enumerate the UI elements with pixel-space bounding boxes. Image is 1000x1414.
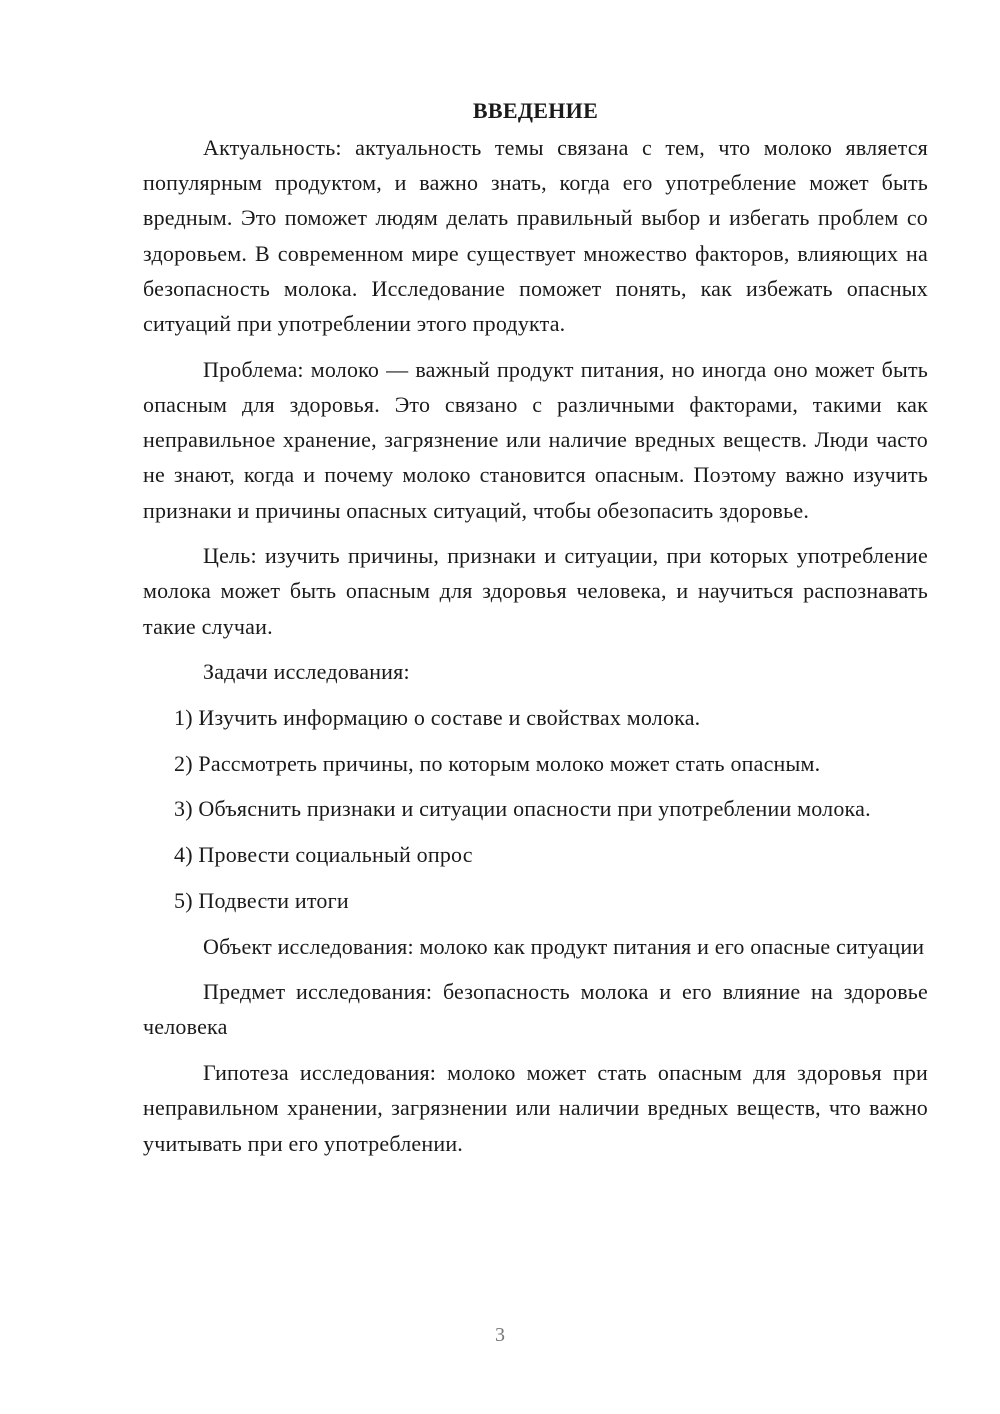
paragraph-subject: Предмет исследования: безопасность молока и его влияние на здоровье человека bbox=[143, 979, 928, 1040]
paragraph-problem: Проблема: молоко — важный продукт питания, но иногда оно может быть опасным для здоровья. Это связано с различными факторами, такими как неправильное хранение, загрязнение или наличие вредных веществ. Люди часто не знают, когда и почему молоко становится опасным. Поэтому важно изучить признаки и причины опасных ситуаций, чтобы обезопасить здоровье. bbox=[143, 356, 928, 523]
task-item-4: 4) Провести социальный опрос bbox=[174, 842, 473, 868]
task-item-3: 3) Объяснить признаки и ситуации опасности при употреблении молока. bbox=[174, 796, 871, 822]
task-item-5: 5) Подвести итоги bbox=[174, 887, 349, 913]
paragraph-relevance: Актуальность: актуальность темы связана с тем, что молоко является популярным продуктом, и важно знать, когда его употребление может быть вредным. Это поможет людям делать правильный выбор и избегать проблем со здоровьем. В современном мире существует множество факторов, влияющих на безопасность молока. Исследование поможет понять, как избежать опасных ситуаций при употреблении этого продукта. bbox=[143, 135, 928, 337]
page-content bbox=[143, 96, 928, 1171]
paragraph-object: Объект исследования: молоко как продукт питания и его опасные ситуации bbox=[203, 933, 925, 959]
paragraph-hypothesis: Гипотеза исследования: молоко может стать опасным для здоровья при неправильном хранении, загрязнении или наличии вредных веществ, что важно учитывать при его употреблении. bbox=[143, 1060, 928, 1156]
page-number: 3 bbox=[495, 1324, 505, 1346]
section-heading: ВВЕДЕНИЕ bbox=[472, 98, 599, 123]
task-item-2: 2) Рассмотреть причины, по которым молоко может стать опасным. bbox=[174, 750, 821, 776]
paragraph-goal: Цель: изучить причины, признаки и ситуации, при которых употребление молока может быть опасным для здоровья человека, и научиться распознавать такие случаи. bbox=[143, 543, 928, 639]
task-item-1: 1) Изучить информацию о составе и свойствах молока. bbox=[174, 705, 701, 731]
tasks-heading: Задачи исследования: bbox=[203, 659, 410, 685]
